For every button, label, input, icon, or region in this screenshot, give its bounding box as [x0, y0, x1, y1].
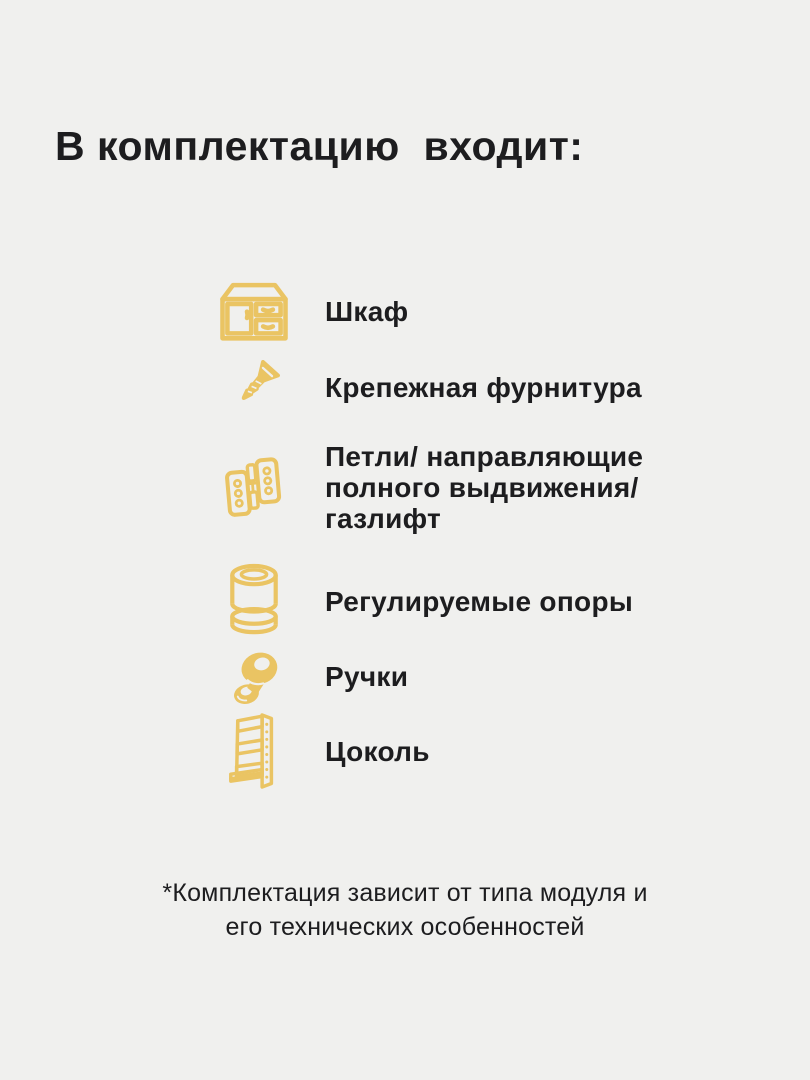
footnote-line-2: его технических особенностей — [225, 913, 585, 941]
screw-icon — [218, 359, 290, 415]
footnote — [0, 876, 810, 944]
package-item-row — [218, 712, 430, 790]
knob-icon — [218, 646, 290, 706]
package-item-label: Шкаф — [325, 295, 409, 327]
page-title: В комплектацию входит: — [55, 123, 584, 170]
footnote-line-1: *Комплектация зависит от типа модуля и — [162, 879, 648, 907]
package-item-label: Ручки — [325, 660, 409, 692]
package-item-label: Петли/ направляющие полного выдвижения/ газлифт — [325, 440, 644, 534]
hinge-icon — [218, 452, 290, 522]
plinth-icon — [218, 711, 290, 791]
adjustable-leg-icon — [218, 563, 290, 639]
package-item-row — [218, 439, 645, 535]
package-item-label: Регулируемые опоры — [325, 585, 634, 617]
package-item-row — [218, 563, 633, 639]
package-item-row — [218, 279, 408, 343]
cabinet-icon — [218, 280, 290, 342]
package-item-label: Цоколь — [325, 735, 430, 767]
package-item-row — [218, 644, 408, 708]
package-item-row — [218, 355, 642, 419]
package-item-label: Крепежная фурнитура — [325, 371, 642, 403]
